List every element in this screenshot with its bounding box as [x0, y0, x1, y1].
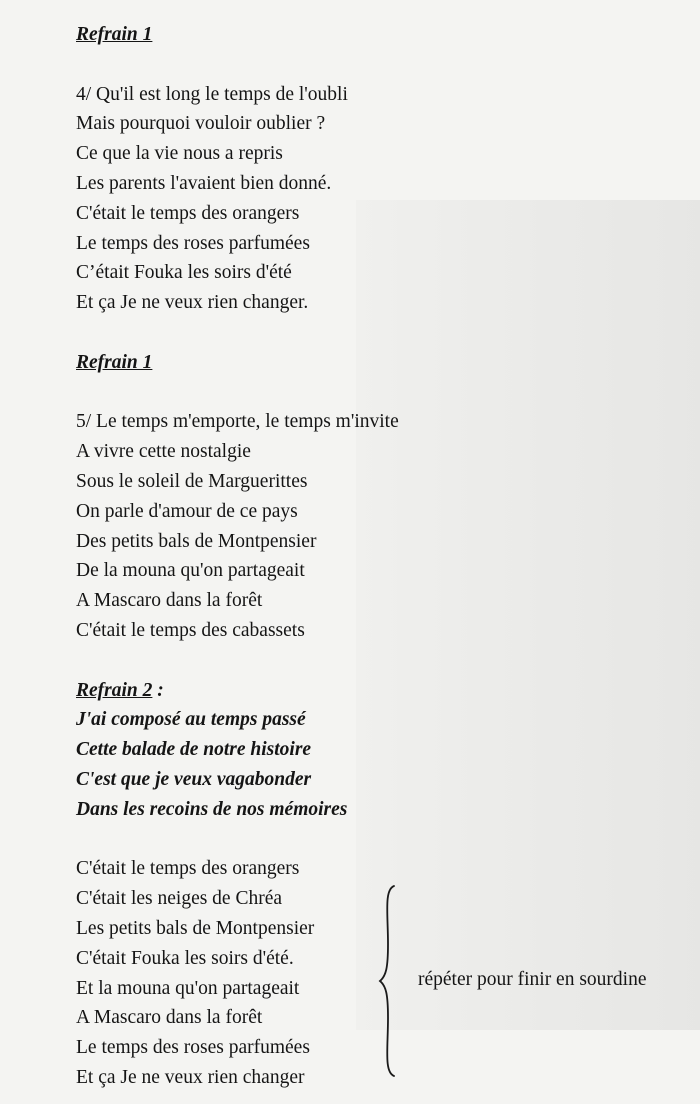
- refrain-line: J'ai composé au temps passé: [76, 709, 306, 731]
- verse-line: Les parents l'avaient bien donné.: [76, 172, 332, 194]
- verse-line: C'était le temps des cabassets: [76, 619, 305, 641]
- refrain-2: [76, 705, 676, 824]
- stanza-gap: [76, 646, 676, 676]
- verse-line: Les petits bals de Montpensier: [76, 917, 315, 939]
- verse-line: De la mouna qu'on partageait: [76, 560, 305, 582]
- refrain-line: Cette balade de notre histoire: [76, 739, 312, 761]
- curly-brace-icon: [376, 884, 400, 1078]
- refrain-line: C'est que je veux vagabonder: [76, 768, 312, 790]
- refrain-heading: Refrain 1: [76, 24, 153, 45]
- verse-line: C’était Fouka les soirs d'été: [76, 262, 292, 284]
- refrain-heading-colon: :: [152, 679, 164, 701]
- stanza-gap: [76, 318, 676, 348]
- verse-line: A Mascaro dans la forêt: [76, 590, 263, 612]
- verse-line: Et ça Je ne veux rien changer.: [76, 292, 309, 314]
- verse-line: C'était le temps des orangers: [76, 202, 300, 224]
- stanza-gap: [76, 825, 676, 855]
- verse-line: Sous le soleil de Marguerittes: [76, 470, 308, 492]
- verse-line: On parle d'amour de ce pays: [76, 500, 298, 522]
- stanza-gap: [76, 378, 676, 408]
- refrain-heading: Refrain 1: [76, 351, 153, 373]
- verse-5: [76, 407, 676, 645]
- verse-line: Mais pourquoi vouloir oublier ?: [76, 113, 326, 135]
- refrain-heading: Refrain 2: [76, 679, 153, 701]
- verse-line: C'était Fouka les soirs d'été.: [76, 947, 294, 969]
- refrain-line: Dans les recoins de nos mémoires: [76, 798, 348, 820]
- verse-line: C'était le temps des orangers: [76, 858, 300, 880]
- verse-line: Et ça Je ne veux rien changer: [76, 1066, 305, 1088]
- verse-line: Et la mouna qu'on partageait: [76, 977, 300, 999]
- verse-line: Des petits bals de Montpensier: [76, 530, 317, 552]
- verse-line: A Mascaro dans la forêt: [76, 1007, 263, 1029]
- verse-line: Le temps des roses parfumées: [76, 232, 310, 254]
- stanza-gap: [76, 50, 676, 80]
- verse-line: 5/ Le temps m'emporte, le temps m'invite: [76, 411, 399, 433]
- verse-line: A vivre cette nostalgie: [76, 441, 251, 463]
- verse-line: C'était les neiges de Chréa: [76, 888, 283, 910]
- verse-line: Le temps des roses parfumées: [76, 1037, 310, 1059]
- verse-line: 4/ Qu'il est long le temps de l'oubli: [76, 83, 348, 105]
- refrain-2-heading-row: [76, 676, 676, 706]
- repeat-instruction-note: répéter pour finir en sourdine: [418, 969, 647, 990]
- verse-line: Ce que la vie nous a repris: [76, 143, 283, 165]
- verse-4: [76, 80, 676, 318]
